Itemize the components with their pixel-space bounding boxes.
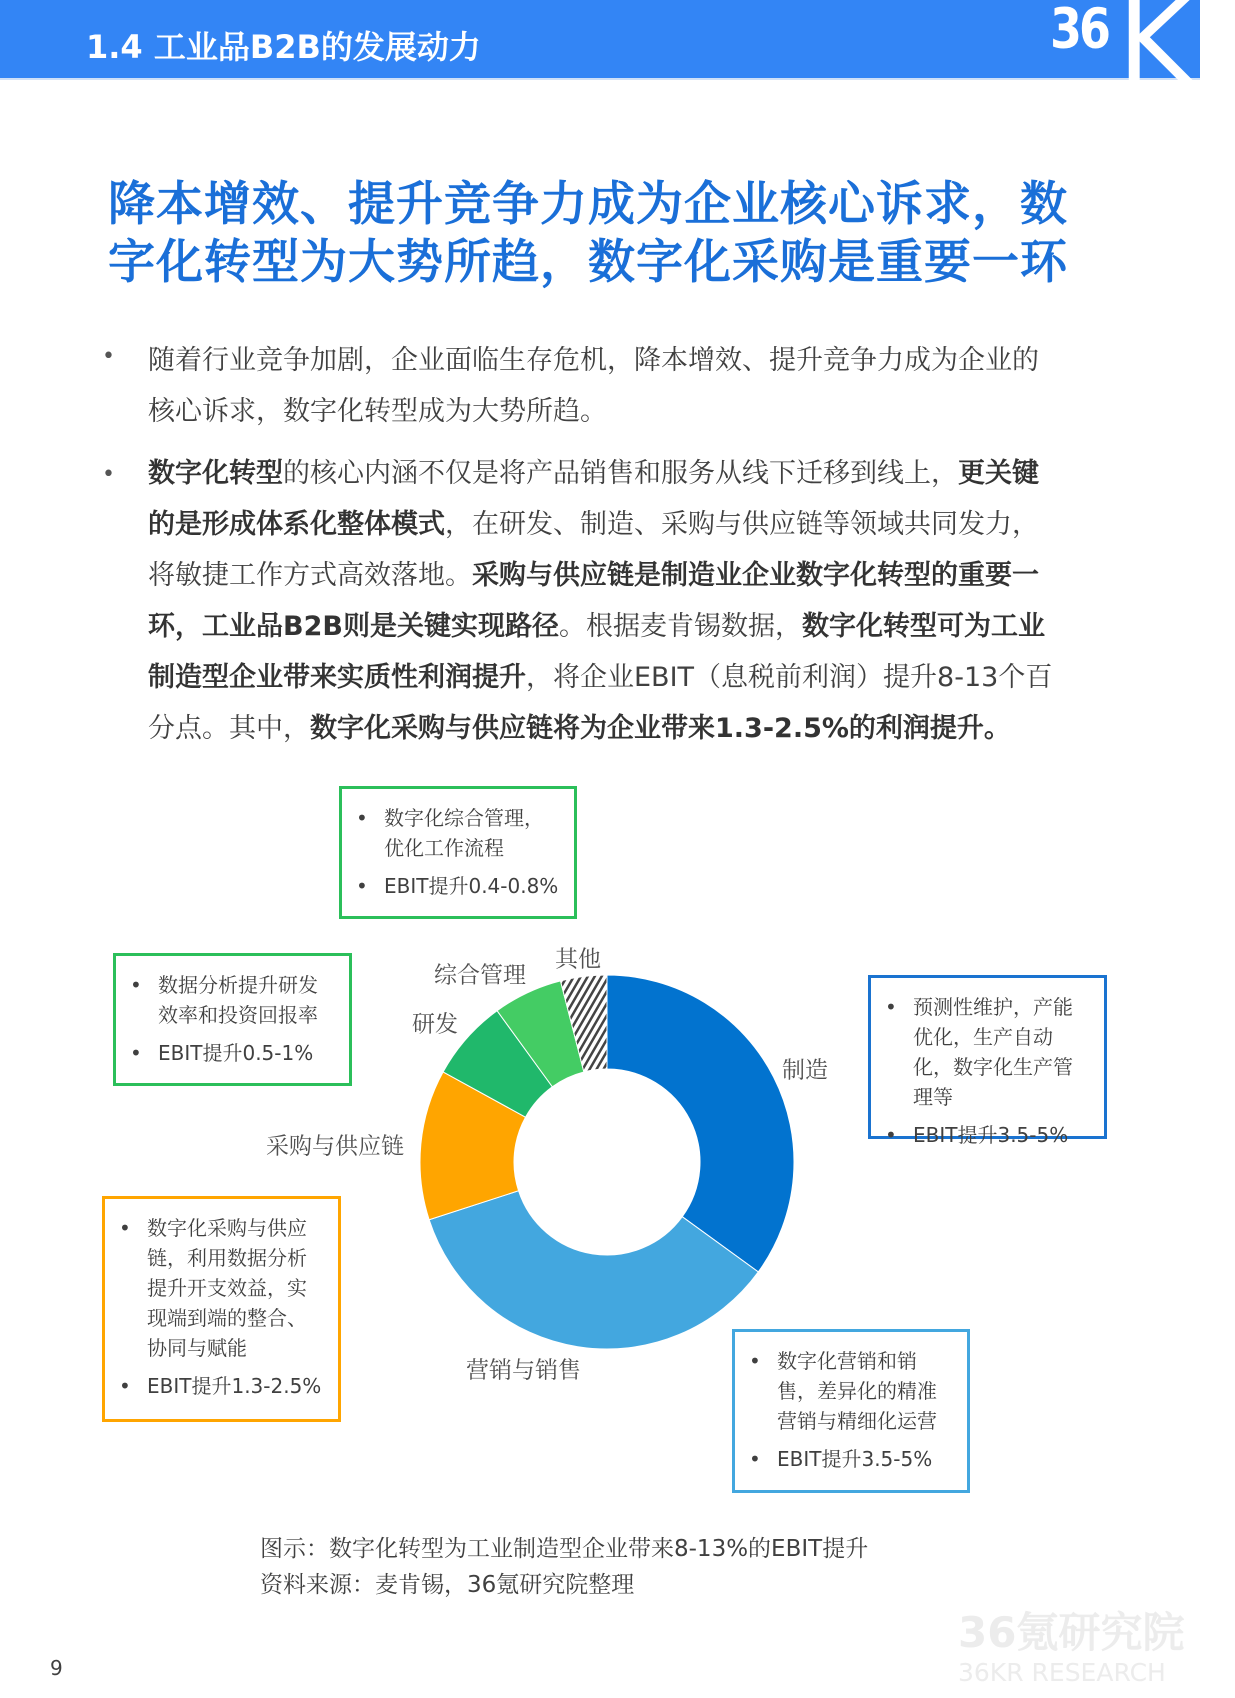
label-general-management: 综合管理 (434, 962, 526, 989)
bold-text-run: 数字化转型可为工业 (801, 611, 1045, 642)
text-run: 将敏捷工作方式高效落地。 (148, 560, 472, 591)
annotation-manufacturing (868, 975, 1107, 1147)
annotation-item: • 数字化综合管理，优化工作流程 (354, 803, 560, 863)
annotation-general-management (339, 786, 577, 919)
bullet-icon: • (102, 344, 115, 369)
text-run: ，将企业EBIT（息税前利润）提升8-13个百 (526, 662, 1053, 693)
text-run: 分点。其中， (148, 713, 310, 744)
headline-line: 字化转型为大势所趋，数字化采购是重要一环 (108, 235, 1068, 290)
figure-caption: 图示：数字化转型为工业制造型企业带来8-13%的EBIT提升 (260, 1536, 869, 1562)
watermark-en: 36KR RESEARCH (958, 1658, 1166, 1687)
page-number: 9 (50, 1656, 63, 1680)
text-run: ，在研发、制造、采购与供应链等领域共同发力， (445, 509, 1039, 540)
annotation-item: • 预测性维护，产能优化，生产自动化，数字化生产管理等 (883, 992, 1090, 1112)
annotation-item: • EBIT提升1.3-2.5% (117, 1371, 324, 1401)
annotation-procurement (102, 1196, 341, 1422)
annotation-item: • EBIT提升0.4-0.8% (354, 871, 560, 901)
annotation-item: • EBIT提升3.5-5% (747, 1444, 953, 1474)
text-run: 的核心内涵不仅是将产品销售和服务从线下迁移到线上， (283, 458, 958, 489)
watermark-cn: 36氪研究院 (958, 1608, 1185, 1657)
annotation-item: • EBIT提升0.5-1% (128, 1038, 335, 1068)
label-other: 其他 (555, 946, 601, 973)
bullet-icon: • (102, 462, 115, 487)
bold-text-run: 的是形成体系化整体模式 (148, 509, 445, 540)
bold-text-run: 采购与供应链是制造业企业数字化转型的重要一 (472, 560, 1039, 591)
label-procurement: 采购与供应链 (266, 1133, 404, 1160)
headline-line: 降本增效、提升竞争力成为企业核心诉求，数 (108, 177, 1068, 232)
label-marketing-sales: 营销与销售 (466, 1357, 581, 1384)
donut-slice-0 (607, 975, 794, 1272)
annotation-item: • 数据分析提升研发效率和投资回报率 (128, 970, 335, 1030)
label-rnd: 研发 (412, 1011, 458, 1038)
36kr-logo: 36 Kr (1050, 0, 1235, 106)
bold-text-run: 数字化采购与供应链将为企业带来1.3-2.5%的利润提升。 (310, 713, 1011, 744)
bold-text-run: 环，工业品B2B则是关键实现路径 (148, 611, 559, 642)
watermark (958, 1600, 1184, 1687)
annotation-marketing-sales (732, 1329, 970, 1493)
label-manufacturing: 制造 (782, 1057, 828, 1084)
annotation-item: • 数字化采购与供应链，利用数据分析提升开支效益，实现端到端的整合、协同与赋能 (117, 1213, 324, 1363)
text-run: 核心诉求，数字化转型成为大势所趋。 (148, 396, 607, 427)
bold-text-run: 制造型企业带来实质性利润提升 (148, 662, 526, 693)
text-run: 。根据麦肯锡数据， (558, 611, 802, 642)
section-title: 1.4 工业品B2B的发展动力 (86, 28, 481, 66)
annotation-item: • 数字化营销和销售，差异化的精准营销与精细化运营 (747, 1346, 953, 1436)
annotation-item: • EBIT提升3.5-5% (883, 1120, 1090, 1150)
source-note: 资料来源：麦肯锡，36氪研究院整理 (260, 1572, 635, 1598)
bold-text-run: 更关键 (958, 458, 1039, 489)
annotation-rnd (113, 953, 352, 1086)
text-run: 随着行业竞争加剧，企业面临生存危机，降本增效、提升竞争力成为企业的 (148, 345, 1039, 376)
bold-text-run: 数字化转型 (148, 458, 283, 489)
